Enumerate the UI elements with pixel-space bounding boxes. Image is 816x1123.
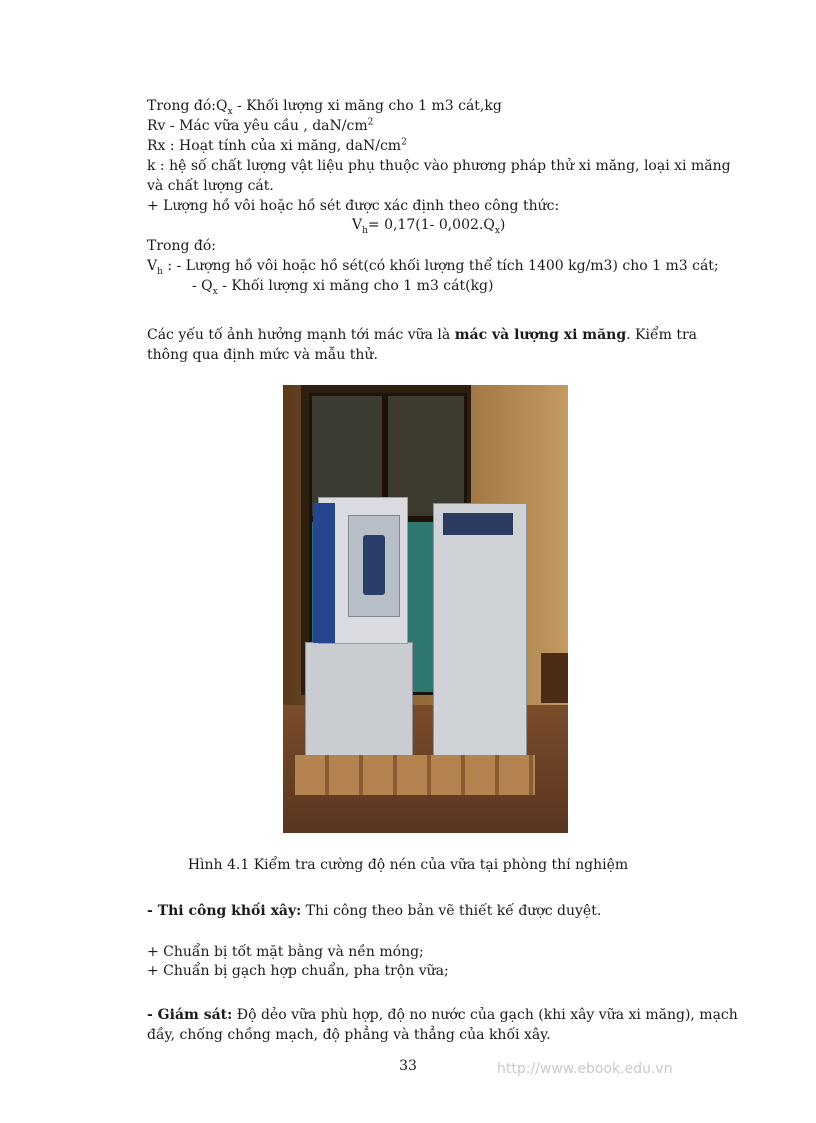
text-line-rx: Rx : Hoạt tính của xi măng, daN/$cm^2$ [147,137,407,154]
text-line-qx-2: - $Q_x$ - Khối lượng xi măng cho 1 m3 cát(kg) [192,278,494,297]
page-number: 33 [399,1058,417,1074]
equation-vh: $V_h= 0,17(1-$ $0,002.Q_x$) [352,217,506,236]
text-line-lime: + Lượng hồ vôi hoặc hồ sét được xác định theo công thức: [147,198,560,214]
factors-line-1: Các yếu tố ảnh hưởng mạnh tới mác vữa là mác và lượng xi măng. Kiểm tra [147,327,697,343]
control-panel-display [443,513,513,535]
construction-heading: - Thi công khối xây: Thi công theo bản vẽ thiết kế được duyệt. [147,903,602,919]
photo-table [541,653,568,703]
control-cabinet [433,503,527,762]
lab-photo [283,385,568,833]
text-line-vh: $V_h$ : - Lượng hồ vôi hoặc hồ sét(có khối lượng thể tích 1400 kg/m3) cho 1 m3 cát; [147,258,719,277]
construction-item-2: + Chuẩn bị gạch hợp chuẩn, pha trộn vữa; [147,963,449,979]
supervision-line-1: - Giám sát: Độ dẻo vữa phù hợp, độ no nước của gạch (khi xây vữa xi măng), mạch [147,1007,738,1023]
factors-line-2: thông qua định mức và mẫu thử. [147,347,378,363]
supervision-line-2: đầy, chống chồng mạch, độ phẳng và thẳng của khối xây. [147,1027,551,1043]
figure-caption: Hình 4.1 Kiểm tra cường độ nén của vữa tại phòng thí nghiệm [187,857,629,873]
compression-machine-base [305,642,413,764]
text-line-k: k : hệ số chất lượng vật liệu phụ thuộc vào phương pháp thử xi măng, loại xi măng [147,158,731,174]
construction-item-1: + Chuẩn bị tốt mặt bằng và nền móng; [147,944,424,960]
compression-cylinder [363,535,385,595]
text-line-qx: Trong $đó:Q_x$ - Khối lượng xi măng cho 1 m3 cát,kg [147,98,502,117]
text-line-rv: Rv - Mác vữa yêu cầu , daN/$cm^2$ [147,117,374,134]
watermark: http://www.ebook.edu.vn [497,1061,673,1077]
text-line-k-cont: và chất lượng cát. [147,178,274,194]
wooden-pallet [295,755,535,795]
compression-machine-door [313,503,335,643]
text-line-where: Trong đó: [147,238,216,254]
